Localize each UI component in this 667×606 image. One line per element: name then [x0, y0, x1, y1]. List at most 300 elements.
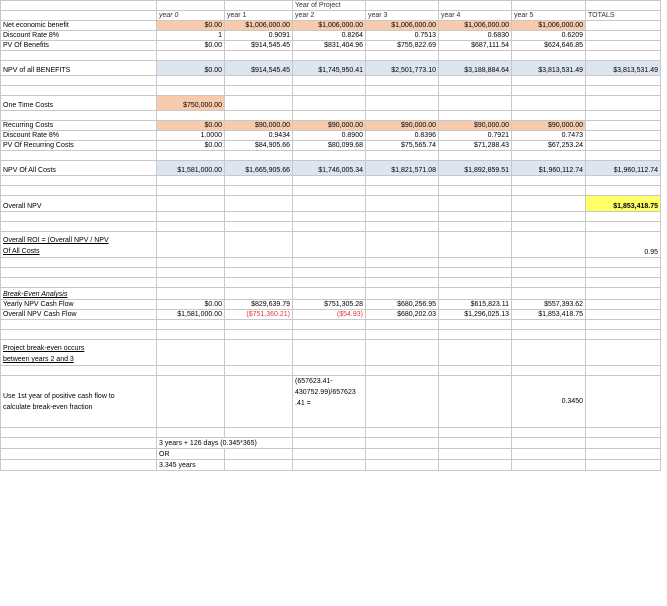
cell-blank[interactable]	[157, 86, 225, 96]
cell-blank[interactable]	[293, 428, 366, 438]
cell-blank[interactable]	[439, 278, 512, 288]
cell-blank[interactable]	[512, 151, 586, 161]
row-label-yearly-cash-flow[interactable]: Yearly NPV Cash Flow	[1, 300, 157, 310]
cell-blank[interactable]	[225, 186, 293, 196]
cell-blank[interactable]	[157, 51, 225, 61]
cell-blank[interactable]	[586, 76, 661, 86]
cell-blank[interactable]	[439, 438, 512, 449]
cell-blank[interactable]	[293, 258, 366, 268]
cell-blank[interactable]	[1, 11, 157, 21]
cell-blank[interactable]	[293, 449, 366, 460]
cell-blank[interactable]	[366, 76, 439, 86]
cell-blank[interactable]	[586, 1, 661, 11]
cell-blank[interactable]	[225, 212, 293, 222]
cell-blank[interactable]	[293, 76, 366, 86]
cell-blank[interactable]	[586, 176, 661, 186]
cell-blank[interactable]	[225, 278, 293, 288]
pv-recurring-cell[interactable]: $71,288.43	[439, 141, 512, 151]
formula-line1: (657623.41-	[295, 378, 333, 385]
cell-blank[interactable]	[366, 288, 439, 300]
cell-blank[interactable]	[225, 96, 293, 111]
cell-blank[interactable]	[225, 288, 293, 300]
cell-blank[interactable]	[293, 176, 366, 186]
cell-blank[interactable]	[512, 196, 586, 212]
break-even-title[interactable]: Break-Even Analysis	[1, 288, 157, 300]
cell-blank[interactable]	[293, 151, 366, 161]
break-even-result-years[interactable]: 3.345 years	[157, 460, 225, 471]
cell-blank[interactable]	[512, 449, 586, 460]
cell-blank[interactable]	[225, 76, 293, 86]
cell-blank[interactable]	[1, 176, 157, 186]
recurring-cost-cell[interactable]: $90,000.00	[512, 121, 586, 131]
cell-blank[interactable]	[439, 151, 512, 161]
cell-blank[interactable]	[366, 320, 439, 330]
npv-benefit-cell[interactable]: $1,745,950.41	[293, 61, 366, 76]
cell-blank[interactable]	[439, 268, 512, 278]
cell-blank[interactable]	[439, 376, 512, 428]
pv-recurring-cell[interactable]: $67,253.24	[512, 141, 586, 151]
net-benefit-cell[interactable]: $1,006,000.00	[439, 21, 512, 31]
cell-blank[interactable]	[439, 340, 512, 366]
overall-cash-flow-cell[interactable]: $680,202.03	[366, 310, 439, 320]
cell-blank[interactable]	[512, 212, 586, 222]
cell-blank[interactable]	[586, 366, 661, 376]
npv-cost-cell[interactable]: $1,746,005.34	[293, 161, 366, 176]
cell-blank[interactable]	[586, 31, 661, 41]
cell-blank[interactable]	[366, 151, 439, 161]
npv-cost-cell[interactable]: $1,665,905.66	[225, 161, 293, 176]
row-label-one-time-costs[interactable]: One Time Costs	[1, 96, 157, 111]
cell-blank[interactable]	[366, 1, 439, 11]
yearly-cash-flow-cell[interactable]: $0.00	[157, 300, 225, 310]
cell-blank[interactable]	[1, 320, 157, 330]
cell-blank[interactable]	[512, 460, 586, 471]
discount-cell[interactable]: 0.6209	[512, 31, 586, 41]
row-label-npv-benefits[interactable]: NPV of all BENEFITS	[1, 61, 157, 76]
cell-blank[interactable]	[439, 232, 512, 258]
cell-blank[interactable]	[225, 268, 293, 278]
year-header[interactable]: year 2	[293, 11, 366, 21]
cell-blank[interactable]	[586, 428, 661, 438]
cell-blank[interactable]	[366, 96, 439, 111]
cell-blank[interactable]	[366, 366, 439, 376]
recurring-cost-cell[interactable]: $90,000.00	[293, 121, 366, 131]
pv-recurring-cell[interactable]: $0.00	[157, 141, 225, 151]
year-header[interactable]: year 5	[512, 11, 586, 21]
net-benefit-cell[interactable]: $1,006,000.00	[512, 21, 586, 31]
yearly-cash-flow-cell[interactable]: $680,256.95	[366, 300, 439, 310]
npv-cost-cell[interactable]: $1,892,859.51	[439, 161, 512, 176]
cell-blank[interactable]	[586, 21, 661, 31]
npv-cost-total[interactable]: $1,960,112.74	[586, 161, 661, 176]
pv-benefit-cell[interactable]: $755,822.69	[366, 41, 439, 51]
npv-benefit-cell[interactable]: $914,545.45	[225, 61, 293, 76]
cell-blank[interactable]	[512, 111, 586, 121]
cell-blank[interactable]	[439, 176, 512, 186]
cell-blank[interactable]	[586, 86, 661, 96]
net-benefit-cell[interactable]: $1,006,000.00	[225, 21, 293, 31]
cell-blank[interactable]	[225, 340, 293, 366]
cell-blank[interactable]	[225, 232, 293, 258]
cell-blank[interactable]	[1, 86, 157, 96]
cell-blank[interactable]	[366, 111, 439, 121]
cell-blank[interactable]	[293, 186, 366, 196]
one-time-cost-cell[interactable]: $750,000.00	[157, 96, 225, 111]
cell-blank[interactable]	[586, 288, 661, 300]
cell-blank[interactable]	[366, 232, 439, 258]
cell-blank[interactable]	[157, 330, 225, 340]
npv-benefit-total[interactable]: $3,813,531.49	[586, 61, 661, 76]
cell-blank[interactable]	[366, 278, 439, 288]
net-benefit-cell[interactable]: $1,006,000.00	[293, 21, 366, 31]
cell-blank[interactable]	[293, 278, 366, 288]
cell-blank[interactable]	[366, 86, 439, 96]
cell-blank[interactable]	[439, 330, 512, 340]
cell-blank[interactable]	[366, 330, 439, 340]
break-even-formula-cell[interactable]	[293, 376, 366, 428]
row-label-recurring-discount[interactable]: Discount Rate 8%	[1, 131, 157, 141]
cell-blank[interactable]	[586, 186, 661, 196]
net-benefit-cell[interactable]: $1,006,000.00	[366, 21, 439, 31]
cell-blank[interactable]	[586, 268, 661, 278]
formula-line3: .41 =	[295, 400, 311, 407]
cell-blank[interactable]	[293, 320, 366, 330]
cell-blank[interactable]	[293, 111, 366, 121]
cell-blank[interactable]	[586, 96, 661, 111]
cell-blank[interactable]	[157, 320, 225, 330]
cell-blank[interactable]	[225, 1, 293, 11]
break-even-fraction-value[interactable]: 0.3450	[512, 376, 586, 428]
cell-blank[interactable]	[586, 460, 661, 471]
recurring-discount-cell[interactable]: 0.9434	[225, 131, 293, 141]
pv-benefit-cell[interactable]: $624,646.85	[512, 41, 586, 51]
cell-blank[interactable]	[366, 51, 439, 61]
recurring-discount-cell[interactable]: 0.7473	[512, 131, 586, 141]
cell-blank[interactable]	[366, 212, 439, 222]
year-header[interactable]: year 3	[366, 11, 439, 21]
pv-benefit-cell[interactable]: $0.00	[157, 41, 225, 51]
cell-blank[interactable]	[366, 438, 439, 449]
yearly-cash-flow-cell[interactable]: $751,305.28	[293, 300, 366, 310]
cell-blank[interactable]	[512, 340, 586, 366]
year-header[interactable]: year 1	[225, 11, 293, 21]
net-benefit-cell[interactable]: $0.00	[157, 21, 225, 31]
cell-blank[interactable]	[586, 449, 661, 460]
row-label-pv-benefits[interactable]: PV Of Benefits	[1, 41, 157, 51]
year-header[interactable]: year 4	[439, 11, 512, 21]
cell-blank[interactable]	[439, 288, 512, 300]
row-label-overall-npv[interactable]: Overall NPV	[1, 196, 157, 212]
cell-blank[interactable]	[439, 86, 512, 96]
discount-cell[interactable]: 1	[157, 31, 225, 41]
cell-blank[interactable]	[1, 438, 157, 449]
discount-cell[interactable]: 0.8264	[293, 31, 366, 41]
cell-blank[interactable]	[1, 258, 157, 268]
break-even-result-days[interactable]: 3 years + 126 days (0.345*365)	[157, 438, 293, 449]
cell-blank[interactable]	[512, 438, 586, 449]
cell-blank[interactable]	[293, 51, 366, 61]
cell-blank[interactable]	[439, 460, 512, 471]
cell-blank[interactable]	[439, 51, 512, 61]
overall-cash-flow-cell[interactable]: ($751,360.21)	[225, 310, 293, 320]
cell-blank[interactable]	[293, 438, 366, 449]
cell-blank[interactable]	[293, 460, 366, 471]
overall-cash-flow-cell[interactable]: $1,581,000.00	[157, 310, 225, 320]
recurring-discount-cell[interactable]: 0.8396	[366, 131, 439, 141]
recurring-cost-cell[interactable]: $90,000.00	[366, 121, 439, 131]
cell-blank[interactable]	[439, 449, 512, 460]
cell-blank[interactable]	[512, 96, 586, 111]
cell-blank[interactable]	[293, 268, 366, 278]
cell-blank[interactable]	[586, 151, 661, 161]
cell-blank[interactable]	[225, 51, 293, 61]
cell-blank[interactable]	[586, 320, 661, 330]
cell-blank[interactable]	[586, 222, 661, 232]
fraction-label-line1: Use 1st year of positive cash flow to	[3, 392, 115, 400]
cell-blank[interactable]	[157, 232, 225, 258]
break-even-occurs-label[interactable]	[1, 340, 157, 366]
cell-blank[interactable]	[586, 111, 661, 121]
discount-cell[interactable]: 0.9091	[225, 31, 293, 41]
cell-blank[interactable]	[225, 176, 293, 186]
row-label-discount-rate[interactable]: Discount Rate 8%	[1, 31, 157, 41]
cell-blank[interactable]	[512, 222, 586, 232]
recurring-discount-cell[interactable]: 0.7921	[439, 131, 512, 141]
cell-blank[interactable]	[439, 1, 512, 11]
cell-blank[interactable]	[157, 340, 225, 366]
cell-blank[interactable]	[157, 151, 225, 161]
cell-blank[interactable]	[512, 268, 586, 278]
cell-blank[interactable]	[512, 330, 586, 340]
cell-blank[interactable]	[1, 428, 157, 438]
cell-blank[interactable]	[512, 288, 586, 300]
year-header[interactable]: year 0	[157, 11, 225, 21]
cell-blank[interactable]	[512, 258, 586, 268]
cell-blank[interactable]	[439, 258, 512, 268]
recurring-cost-cell[interactable]: $90,000.00	[225, 121, 293, 131]
cell-blank[interactable]	[586, 376, 661, 428]
cell-blank[interactable]	[225, 376, 293, 428]
pv-recurring-cell[interactable]: $80,099.68	[293, 141, 366, 151]
cell-blank[interactable]	[293, 340, 366, 366]
cell-blank[interactable]	[439, 196, 512, 212]
npv-benefit-cell[interactable]: $3,813,531.49	[512, 61, 586, 76]
cell-blank[interactable]	[157, 278, 225, 288]
cell-blank[interactable]	[439, 222, 512, 232]
cell-blank[interactable]	[439, 186, 512, 196]
cell-blank[interactable]	[586, 438, 661, 449]
cell-blank[interactable]	[586, 340, 661, 366]
cell-blank[interactable]	[512, 176, 586, 186]
cell-blank[interactable]	[439, 111, 512, 121]
cell-blank[interactable]	[1, 222, 157, 232]
recurring-cost-cell[interactable]: $0.00	[157, 121, 225, 131]
pv-recurring-cell[interactable]: $84,905.66	[225, 141, 293, 151]
cell-blank[interactable]	[1, 151, 157, 161]
cell-blank[interactable]	[157, 212, 225, 222]
overall-roi-total[interactable]: 0.95	[586, 232, 661, 258]
cell-blank[interactable]	[366, 186, 439, 196]
cell-blank[interactable]	[157, 186, 225, 196]
cell-blank[interactable]	[366, 176, 439, 186]
cell-blank[interactable]	[586, 141, 661, 151]
npv-benefit-cell[interactable]: $0.00	[157, 61, 225, 76]
npv-cost-cell[interactable]: $1,960,112.74	[512, 161, 586, 176]
cell-blank[interactable]	[225, 320, 293, 330]
cell-blank[interactable]	[1, 460, 157, 471]
cell-blank[interactable]	[366, 376, 439, 428]
cell-blank[interactable]	[366, 428, 439, 438]
cell-blank[interactable]	[512, 278, 586, 288]
cell-blank[interactable]	[512, 428, 586, 438]
cell-blank[interactable]	[1, 76, 157, 86]
npv-benefit-cell[interactable]: $3,188,884.64	[439, 61, 512, 76]
cell-blank[interactable]	[366, 258, 439, 268]
cell-blank[interactable]	[225, 366, 293, 376]
cell-blank[interactable]	[439, 212, 512, 222]
cell-blank[interactable]	[439, 428, 512, 438]
cell-blank[interactable]	[225, 460, 293, 471]
cell-blank[interactable]	[366, 460, 439, 471]
cell-blank[interactable]	[225, 111, 293, 121]
cell-blank[interactable]	[512, 366, 586, 376]
cell-blank[interactable]	[157, 111, 225, 121]
cell-blank[interactable]	[1, 366, 157, 376]
cell-blank[interactable]	[293, 288, 366, 300]
cell-blank[interactable]	[157, 176, 225, 186]
cell-blank[interactable]	[157, 222, 225, 232]
pv-benefit-cell[interactable]: $687,111.54	[439, 41, 512, 51]
cell-blank[interactable]	[586, 330, 661, 340]
discount-cell[interactable]: 0.7513	[366, 31, 439, 41]
npv-benefit-cell[interactable]: $2,501,773.10	[366, 61, 439, 76]
recurring-discount-cell[interactable]: 1.0000	[157, 131, 225, 141]
pv-benefit-cell[interactable]: $831,404.96	[293, 41, 366, 51]
cell-blank[interactable]	[1, 51, 157, 61]
cell-blank[interactable]	[157, 376, 225, 428]
cell-blank[interactable]	[1, 278, 157, 288]
overall-cash-flow-cell[interactable]: $1,296,025.13	[439, 310, 512, 320]
cell-blank[interactable]	[1, 111, 157, 121]
cell-blank[interactable]	[293, 366, 366, 376]
cell-blank[interactable]	[157, 268, 225, 278]
break-even-result-or[interactable]: OR	[157, 449, 225, 460]
row-label-recurring-costs[interactable]: Recurring Costs	[1, 121, 157, 131]
row-label-npv-costs[interactable]: NPV Of All Costs	[1, 161, 157, 176]
cell-blank[interactable]	[1, 268, 157, 278]
cell-blank[interactable]	[293, 330, 366, 340]
recurring-cost-cell[interactable]: $90,000.00	[439, 121, 512, 131]
cell-blank[interactable]	[157, 76, 225, 86]
cell-blank[interactable]	[512, 186, 586, 196]
npv-cost-cell[interactable]: $1,581,000.00	[157, 161, 225, 176]
roi-label-line2: Of All Costs	[3, 248, 40, 255]
cell-blank[interactable]	[366, 196, 439, 212]
cell-blank[interactable]	[439, 96, 512, 111]
cell-blank[interactable]	[225, 86, 293, 96]
cell-blank[interactable]	[586, 121, 661, 131]
yearly-cash-flow-cell[interactable]: $557,393.62	[512, 300, 586, 310]
row-label-pv-recurring[interactable]: PV Of Recurring Costs	[1, 141, 157, 151]
cell-blank[interactable]	[157, 258, 225, 268]
cell-blank[interactable]	[293, 96, 366, 111]
npv-cost-cell[interactable]: $1,821,571.08	[366, 161, 439, 176]
cell-blank[interactable]	[512, 86, 586, 96]
cell-blank[interactable]	[512, 51, 586, 61]
overall-cash-flow-cell[interactable]: ($54.93)	[293, 310, 366, 320]
cell-blank[interactable]	[512, 1, 586, 11]
cell-blank[interactable]	[586, 278, 661, 288]
row-label-overall-roi[interactable]	[1, 232, 157, 258]
pv-benefit-cell[interactable]: $914,545.45	[225, 41, 293, 51]
yearly-cash-flow-cell[interactable]: $615,823.11	[439, 300, 512, 310]
cell-blank[interactable]	[586, 310, 661, 320]
row-label-net-benefit[interactable]: Net economic benefit	[1, 21, 157, 31]
pv-recurring-cell[interactable]: $75,565.74	[366, 141, 439, 151]
cell-blank[interactable]	[366, 449, 439, 460]
cell-blank[interactable]	[1, 1, 157, 11]
cell-blank[interactable]	[225, 449, 293, 460]
cell-blank[interactable]	[1, 449, 157, 460]
cell-blank[interactable]	[586, 51, 661, 61]
cell-blank[interactable]	[1, 330, 157, 340]
cell-blank[interactable]	[157, 1, 225, 11]
cell-blank[interactable]	[366, 340, 439, 366]
cell-blank[interactable]	[439, 76, 512, 86]
row-label-overall-cash-flow[interactable]: Overall NPV Cash Flow	[1, 310, 157, 320]
totals-header[interactable]: TOTALS	[586, 11, 661, 21]
cell-blank[interactable]	[512, 320, 586, 330]
cell-blank[interactable]	[366, 268, 439, 278]
cell-blank[interactable]	[512, 232, 586, 258]
cell-blank[interactable]	[439, 366, 512, 376]
cell-blank[interactable]	[512, 76, 586, 86]
discount-cell[interactable]: 0.6830	[439, 31, 512, 41]
cell-blank[interactable]	[1, 186, 157, 196]
cell-blank[interactable]	[366, 222, 439, 232]
yearly-cash-flow-cell[interactable]: $829,639.79	[225, 300, 293, 310]
overall-cash-flow-cell[interactable]: $1,853,418.75	[512, 310, 586, 320]
cell-blank[interactable]	[225, 330, 293, 340]
cell-blank[interactable]	[157, 366, 225, 376]
cell-blank[interactable]	[157, 288, 225, 300]
year-of-project-header[interactable]: Year of Project	[293, 1, 366, 11]
occurs-line1: Project break-even occurs	[3, 345, 85, 352]
cell-blank[interactable]	[293, 222, 366, 232]
cell-blank[interactable]	[439, 320, 512, 330]
cell-blank[interactable]	[225, 222, 293, 232]
cell-blank[interactable]	[157, 196, 225, 212]
cell-blank[interactable]	[586, 41, 661, 51]
cell-blank[interactable]	[293, 86, 366, 96]
cell-blank[interactable]	[586, 258, 661, 268]
cell-blank[interactable]	[586, 212, 661, 222]
cell-blank[interactable]	[225, 196, 293, 212]
recurring-discount-cell[interactable]: 0.8900	[293, 131, 366, 141]
cell-blank[interactable]	[157, 428, 225, 438]
break-even-fraction-label[interactable]	[1, 376, 157, 428]
cell-blank[interactable]	[225, 151, 293, 161]
cell-blank[interactable]	[586, 131, 661, 141]
cell-blank[interactable]	[293, 196, 366, 212]
cell-blank[interactable]	[225, 428, 293, 438]
cell-blank[interactable]	[586, 300, 661, 310]
cell-blank[interactable]	[1, 212, 157, 222]
cell-blank[interactable]	[225, 258, 293, 268]
overall-npv-total[interactable]: $1,853,418.75	[586, 196, 661, 212]
cell-blank[interactable]	[293, 232, 366, 258]
cell-blank[interactable]	[293, 212, 366, 222]
